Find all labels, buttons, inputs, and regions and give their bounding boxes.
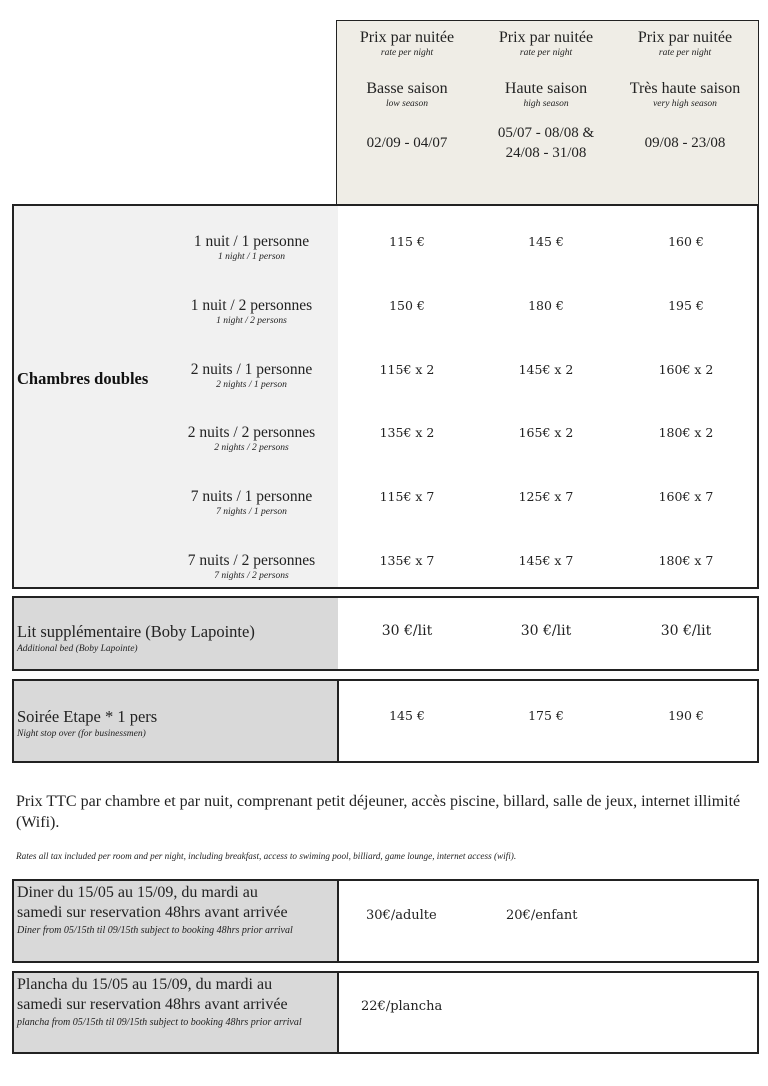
price-cell: 145€ x 2 [518, 362, 574, 377]
column-divider [337, 973, 339, 1052]
header-col-low-season [337, 21, 477, 153]
price-cell: 180€ x 2 [658, 425, 714, 440]
label-fr: 7 nuits / 1 personne [190, 488, 313, 505]
column-divider [337, 881, 339, 961]
label-en: 1 night / 2 persons [216, 316, 287, 326]
price-cell: 135€ x 2 [379, 425, 435, 440]
rate-subtitle: rate per night [658, 48, 712, 58]
label-en: 1 night / 1 person [217, 252, 286, 262]
dinner-label-en: Diner from 05/15th til 09/15th subject to booking 48hrs prior arrival [17, 925, 293, 936]
price-cell: 190 € [668, 708, 704, 723]
price-cell: 160€ x 2 [658, 362, 714, 377]
plancha-label-en: plancha from 05/15th til 09/15th subject to booking 48hrs prior arrival [17, 1017, 302, 1028]
label-en: 7 nights / 1 person [216, 507, 287, 517]
header-col-very-high-season [615, 21, 755, 153]
label-fr: 1 nuit / 1 personne [193, 233, 310, 250]
room-row-label [164, 233, 339, 264]
price-cell: 30 €/lit [520, 623, 572, 639]
season-dates: 02/09 - 04/07 [366, 135, 448, 151]
season-title: Haute saison [504, 80, 588, 97]
price-cell: 145 € [528, 234, 564, 249]
night-stop-label-en: Night stop over (for businessmen) [17, 729, 146, 739]
price-cell: 180€ x 7 [658, 553, 714, 568]
label-en: 2 nights / 1 person [216, 380, 287, 390]
season-subtitle: low season [386, 99, 428, 109]
price-cell: 160 € [668, 234, 704, 249]
rate-title: Prix par nuitée [359, 29, 455, 46]
group-title: Chambres doubles [17, 369, 149, 388]
rate-title: Prix par nuitée [637, 29, 733, 46]
price-cell: 115 € [389, 234, 425, 249]
rooms-table [12, 204, 759, 589]
plancha-label-fr-line1: Plancha du 15/05 au 15/09, du mardi au [17, 976, 273, 993]
price-cell: 180 € [528, 298, 564, 313]
rate-title: Prix par nuitée [498, 29, 594, 46]
season-title: Basse saison [366, 80, 448, 97]
price-cell: 145 € [389, 708, 425, 723]
price-cell: 135€ x 7 [379, 553, 435, 568]
label-fr: 2 nuits / 1 personne [190, 361, 313, 378]
price-cell: 175 € [528, 708, 564, 723]
season-dates: 09/08 - 23/08 [644, 135, 726, 151]
plancha-box [12, 971, 759, 1054]
price-cell: 160€ x 7 [658, 489, 714, 504]
dinner-price-adult: 30€/adulte [366, 908, 437, 923]
price-cell: 125€ x 7 [518, 489, 574, 504]
price-note-fr: Prix TTC par chambre et par nuit, comprenant petit déjeuner, accès piscine, billard, salle de jeux, internet illimité (Wifi). [16, 793, 741, 831]
label-en: 7 nights / 2 persons [214, 571, 289, 581]
price-note-en: Rates all tax included per room and per night, including breakfast, access to swiming pool, billiard, game lounge, internet access (wifi). [16, 851, 517, 861]
header-col-high-season [476, 21, 616, 163]
season-dates: 05/07 - 08/08 & [497, 125, 595, 141]
price-cell: 150 € [389, 298, 425, 313]
price-cell: 115€ x 2 [379, 362, 435, 377]
extra-bed-label-en: Additional bed (Boby Lapointe) [17, 644, 138, 654]
room-row-label [164, 361, 339, 392]
label-fr: 1 nuit / 2 personnes [190, 297, 313, 314]
price-cell: 115€ x 7 [379, 489, 435, 504]
plancha-price: 22€/plancha [361, 999, 443, 1014]
room-row-label [164, 552, 339, 583]
dinner-price-child: 20€/enfant [506, 908, 578, 923]
price-cell: 165€ x 2 [518, 425, 574, 440]
price-cell: 30 €/lit [660, 623, 712, 639]
price-cell: 145€ x 7 [518, 553, 574, 568]
season-title: Très haute saison [629, 80, 741, 97]
season-dates-2: 24/08 - 31/08 [505, 145, 587, 161]
plancha-label-fr-line2: samedi sur reservation 48hrs avant arrivée [17, 996, 288, 1013]
price-cell: 195 € [668, 298, 704, 313]
dinner-label-fr-line2: samedi sur reservation 48hrs avant arrivée [17, 904, 288, 921]
room-row-label [164, 424, 339, 455]
dinner-box [12, 879, 759, 963]
room-row-label [164, 488, 339, 519]
season-subtitle: high season [523, 99, 569, 109]
season-subtitle: very high season [653, 99, 717, 109]
season-header [336, 20, 759, 206]
label-fr: 2 nuits / 2 personnes [187, 424, 316, 441]
price-cell: 30 €/lit [381, 623, 433, 639]
night-stop-label-fr: Soirée Etape * 1 pers [17, 707, 158, 726]
night-stop-box [12, 679, 759, 763]
rate-subtitle: rate per night [380, 48, 434, 58]
rate-subtitle: rate per night [519, 48, 573, 58]
extra-bed-label-fr: Lit supplémentaire (Boby Lapointe) [17, 622, 255, 641]
dinner-label-fr-line1: Diner du 15/05 au 15/09, du mardi au [17, 884, 258, 901]
label-en: 2 nights / 2 persons [214, 443, 289, 453]
label-fr: 7 nuits / 2 personnes [187, 552, 316, 569]
room-row-label [164, 297, 339, 328]
extra-bed-box [12, 596, 759, 671]
